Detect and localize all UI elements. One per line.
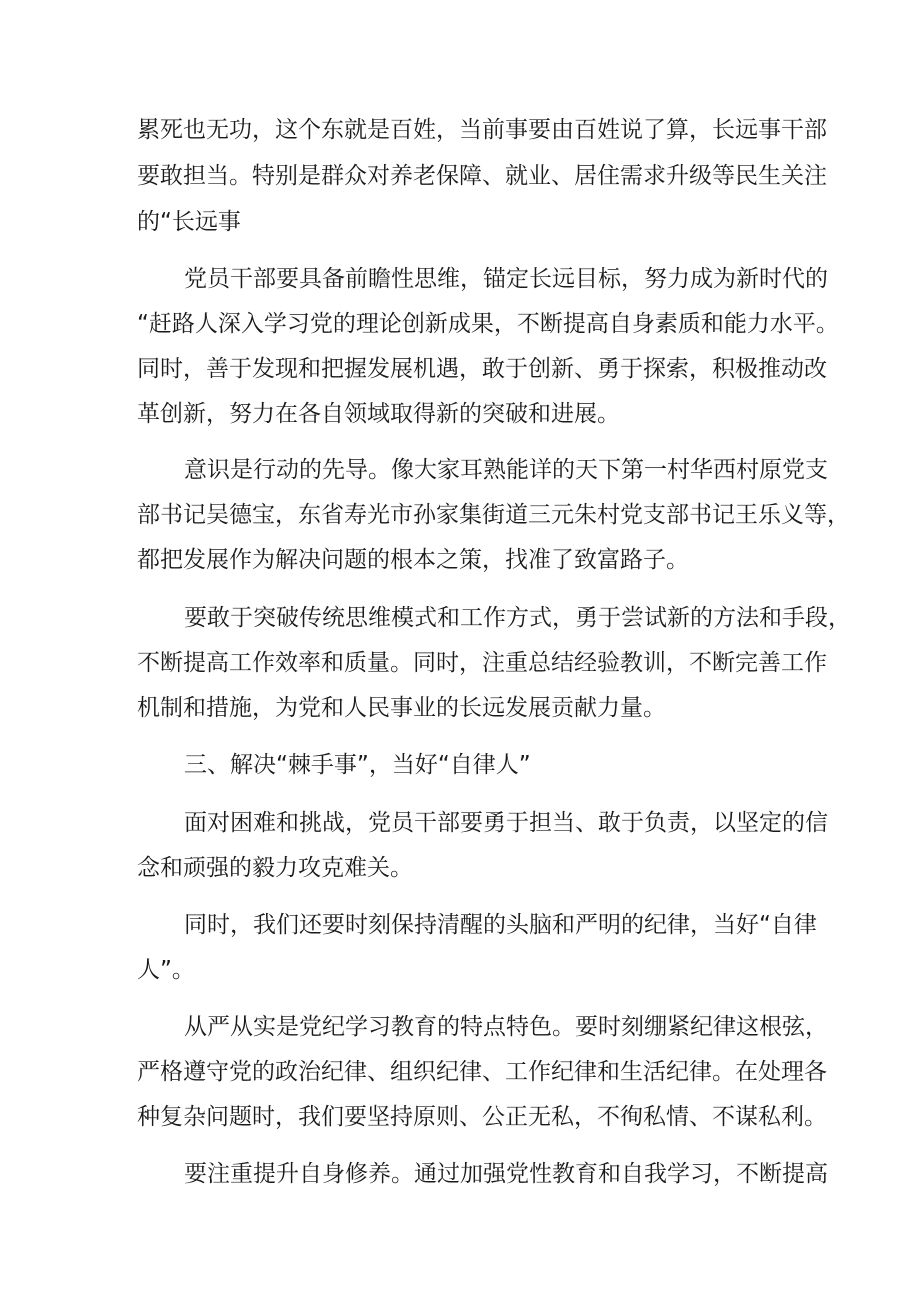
paragraph-line: 部书记吴德宝，东省寿光市孙家集街道三元朱村党支部书记王乐义等， [137, 502, 850, 528]
paragraph-line: 同时，我们还要时刻保持清醒的头脑和严明的纪律，当好“自律 [184, 912, 817, 938]
paragraph-line: 的“长远事 [137, 209, 241, 235]
paragraph-line: 同时，善于发现和把握发展机遇，敢于创新、勇于探索，积极推动改 [137, 356, 827, 382]
paragraph-line: 革创新，努力在各自领域取得新的突破和进展。 [137, 401, 620, 427]
paragraph-line: 念和顽强的毅力攻克难关。 [137, 855, 413, 881]
section-heading: 三、解决“棘手事”，当好“自律人” [184, 752, 531, 778]
paragraph-line: 人”。 [137, 957, 195, 983]
paragraph-line: 从严从实是党纪学习教育的特点特色。要时刻绷紧纪律这根弦， [184, 1014, 828, 1040]
paragraph-line: 意识是行动的先导。像大家耳熟能详的天下第一村华西村原党支 [184, 457, 828, 483]
paragraph-line: 累死也无功，这个东就是百姓，当前事要由百姓说了算，长远事干部 [137, 117, 827, 143]
paragraph-line: 要敢于突破传统思维模式和工作方式，勇于尝试新的方法和手段， [184, 605, 851, 631]
paragraph-line: 不断提高工作效率和质量。同时，注重总结经验教训，不断完善工作 [137, 650, 827, 676]
paragraph-line: 党员干部要具备前瞻性思维，锚定长远目标，努力成为新时代的 [184, 266, 828, 292]
paragraph-line: 要注重提升自身修养。通过加强党性教育和自我学习，不断提高 [184, 1161, 828, 1187]
paragraph-line: 机制和措施，为党和人民事业的长远发展贡献力量。 [137, 695, 666, 721]
paragraph-line: “赶路人深入学习党的理论创新成果，不断提高自身素质和能力水平。 [137, 311, 839, 337]
paragraph-line: 都把发展作为解决问题的根本之策，找准了致富路子。 [137, 547, 689, 573]
paragraph-line: 要敢担当。特别是群众对养老保障、就业、居住需求升级等民生关注 [137, 163, 827, 189]
paragraph-line: 种复杂问题时，我们要坚持原则、公正无私，不徇私情、不谋私利。 [137, 1104, 827, 1130]
paragraph-line: 严格遵守党的政治纪律、组织纪律、工作纪律和生活纪律。在处理各 [137, 1059, 827, 1085]
paragraph-line: 面对困难和挑战，党员干部要勇于担当、敢于负责，以坚定的信 [184, 810, 828, 836]
